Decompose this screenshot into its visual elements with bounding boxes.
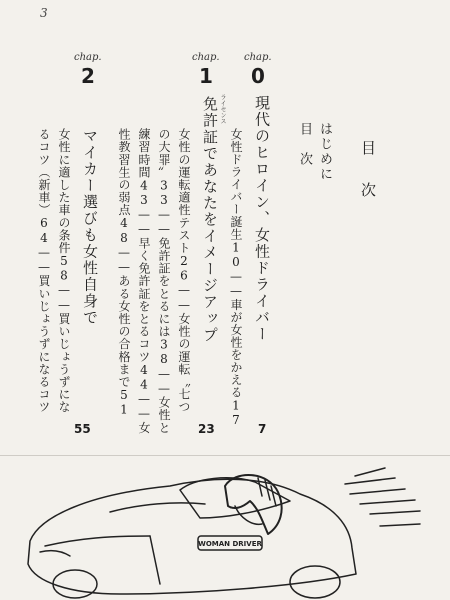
chapter-2-page: 55 <box>74 422 91 436</box>
car-body <box>28 479 356 594</box>
car-hood-line <box>45 536 150 546</box>
chapter-0-title: 現代のヒロイン、女性ドライバー <box>253 95 271 343</box>
car-illustration <box>0 456 450 600</box>
driver-hair <box>225 475 282 534</box>
speed-lines <box>345 468 420 526</box>
car-door-line <box>150 536 160 584</box>
page-number: 3 <box>40 6 48 20</box>
chapter-2-title: マイカー選びも女性自身で <box>81 128 99 326</box>
chapter-0-label: chap. <box>244 52 272 63</box>
chapter-2-line-2: るコツ（新車）64——買いじょうずになるコツ <box>37 128 51 414</box>
intro-mokuji: 目 次 <box>297 122 312 167</box>
intro-label: はじめに <box>317 122 332 182</box>
chapter-1-label: chap. <box>192 52 220 63</box>
chapter-2-number: 2 <box>81 64 95 88</box>
chapter-1-line-1: 女性の運転適性テスト26——女性の運転〝七つ <box>177 128 191 414</box>
chapter-2-line-1: 女性に適した車の条件58——買いじょうずにな <box>57 128 71 414</box>
chapter-1-ruby: ライセンス <box>219 94 226 124</box>
chapter-1-line-4: 性教習生の弱点48——ある女性の合格まで51 <box>117 128 131 418</box>
driver-face <box>235 506 262 524</box>
front-wheel-icon <box>53 570 97 598</box>
chapter-0-line: 女性ドライバー誕生10——車が女性をかえる17 <box>229 128 243 428</box>
car-headlight <box>40 551 70 556</box>
chapter-0-page: 7 <box>258 422 267 436</box>
chapter-0-number: 0 <box>251 64 265 88</box>
toc-heading: 目 次 <box>359 140 377 203</box>
chapter-1-line-3: 練習時間43——早く免許証をとるコツ44——女 <box>137 128 151 434</box>
chapter-1-number: 1 <box>199 64 213 88</box>
rear-wheel-icon <box>290 566 340 598</box>
chapter-1-page: 23 <box>198 422 215 436</box>
chapter-2-label: chap. <box>74 52 102 63</box>
chapter-1-line-2: の大罪〟33——免許証をとるには38——女性と <box>157 128 171 434</box>
chapter-1-title: 免許証であなたをイメージアップ <box>201 96 219 344</box>
plate-text: WOMAN DRIVER <box>198 540 262 548</box>
